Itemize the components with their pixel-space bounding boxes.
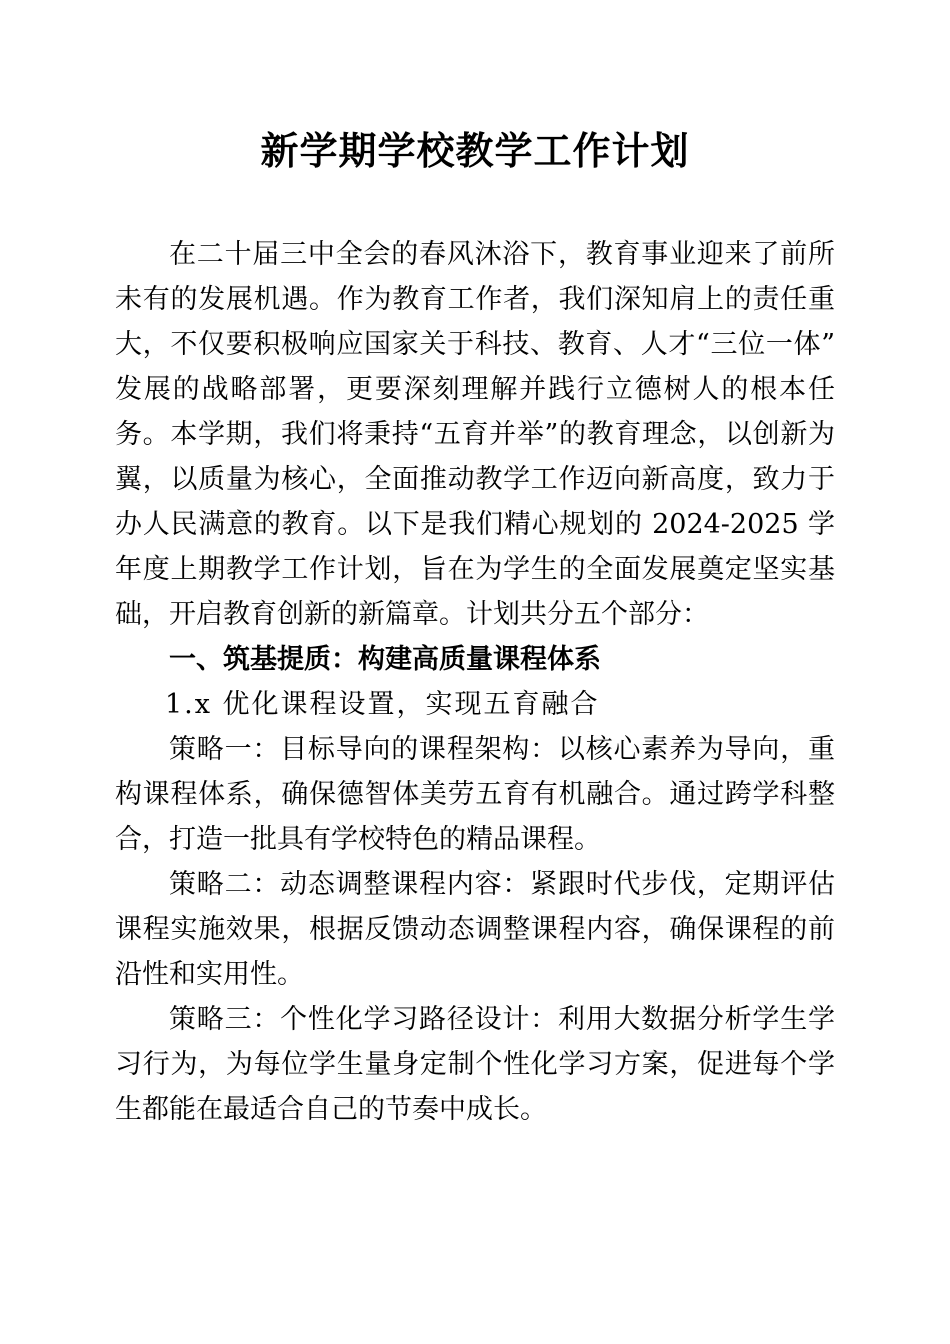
strategy-3-paragraph: 策略三：个性化学习路径设计：利用大数据分析学生学习行为，为每位学生量身定制个性化学习方案，促进每个学生都能在最适合自己的节奏中成长。 — [115, 1004, 835, 1125]
strategy-1-paragraph: 策略一：目标导向的课程架构：以核心素养为导向，重构课程体系，确保德智体美劳五育有机融合。通过跨学科整合，打造一批具有学校特色的精品课程。 — [115, 734, 835, 855]
subsection-1x-heading: 1.x 优化课程设置，实现五育融合 — [164, 689, 600, 720]
document-title: 新学期学校教学工作计划 — [260, 128, 690, 173]
section-1-heading: 一、筑基提质：构建高质量课程体系 — [169, 644, 601, 675]
strategy-2-paragraph: 策略二：动态调整课程内容：紧跟时代步伐，定期评估课程实施效果，根据反馈动态调整课程内容，确保课程的前沿性和实用性。 — [115, 869, 835, 990]
intro-paragraph: 在二十届三中全会的春风沐浴下，教育事业迎来了前所未有的发展机遇。作为教育工作者，我们深知肩上的责任重大，不仅要积极响应国家关于科技、教育、人才“三位一体”发展的战略部署，更要深刻理解并践行立德树人的根本任务。本学期，我们将秉持“五育并举”的教育理念，以创新为翼，以质量为核心，全面推动教学工作迈向新高度，致力于办人民满意的教育。以下是我们精心规划的 2024-2025 学年度上期教学工作计划，旨在为学生的全面发展奠定坚实基础，开启教育创新的新篇章。计划共分五个部分： — [115, 239, 835, 630]
